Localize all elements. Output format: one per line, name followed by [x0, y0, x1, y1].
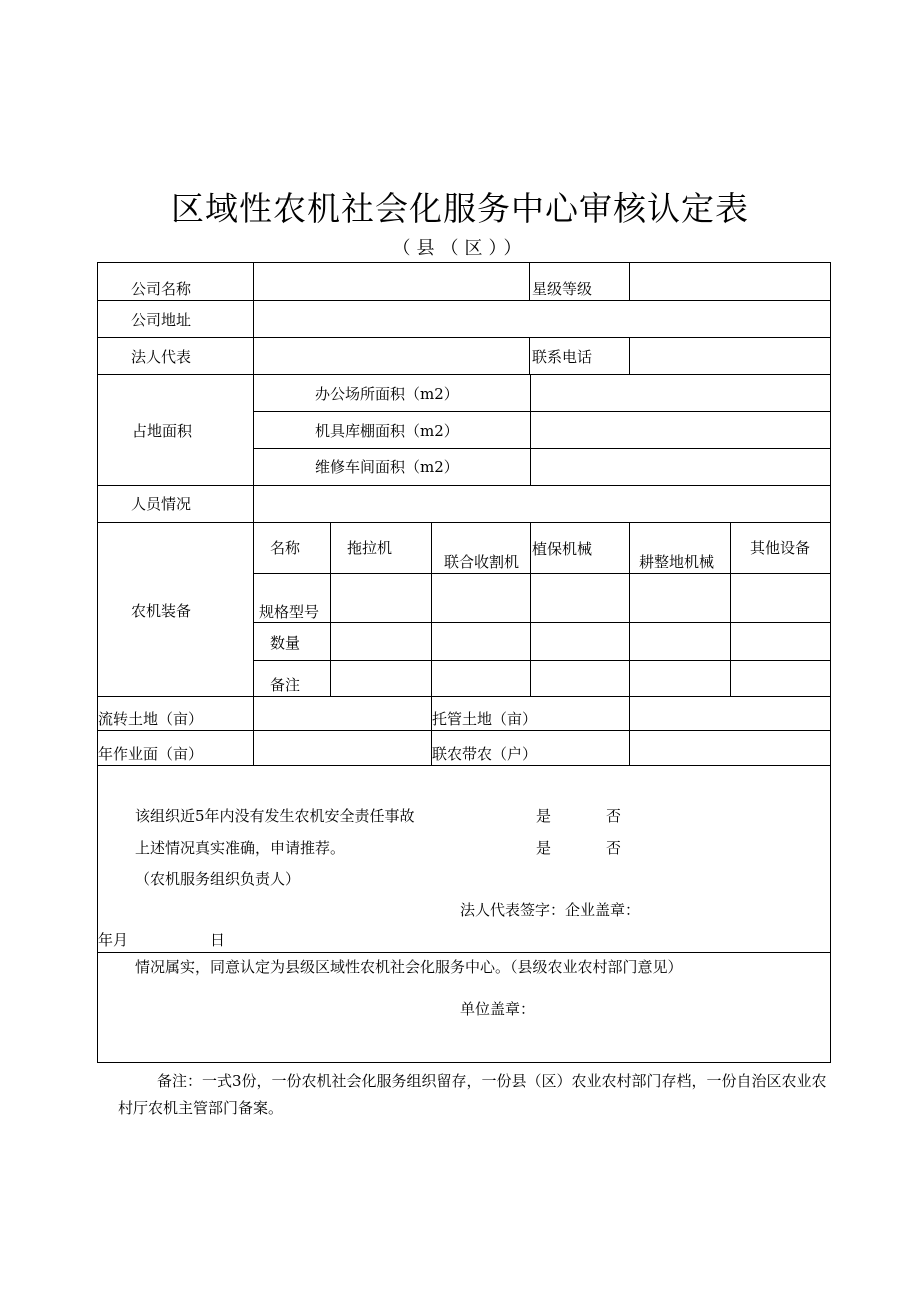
label-quantity: 数量: [270, 634, 301, 652]
table-rule: [830, 262, 831, 1063]
equip-header-other: 其他设备: [750, 539, 811, 557]
declaration-yes-2: 是: [536, 839, 552, 857]
label-workshop-area: 维修车间面积（m2）: [315, 458, 459, 476]
label-star-level: 星级等级: [532, 280, 593, 298]
declaration-no-2: 否: [606, 839, 622, 857]
label-spec-model: 规格型号: [259, 603, 320, 621]
table-rule: [530, 374, 531, 485]
table-rule: [629, 522, 630, 765]
table-rule: [97, 374, 831, 375]
label-personnel: 人员情况: [131, 495, 192, 513]
table-rule: [629, 262, 630, 300]
table-rule: [330, 522, 331, 696]
declaration-truthful: 上述情况真实准确，申请推荐。: [135, 839, 346, 857]
footnote: 备注：一式3份，一份农机社会化服务组织留存，一份县（区）农业农村部门存档，一份自治区农业农村厅农机主管部门备案。: [118, 1072, 827, 1117]
approval-seal: 单位盖章：: [460, 1000, 536, 1018]
table-rule: [530, 522, 531, 696]
table-rule: [253, 411, 831, 412]
table-rule: [97, 337, 831, 338]
table-rule: [97, 765, 831, 766]
label-office-area: 办公场所面积（m2）: [315, 385, 459, 403]
label-transfer-land: 流转土地（亩）: [98, 710, 204, 728]
table-rule: [97, 952, 831, 953]
table-rule: [629, 337, 630, 374]
table-rule: [97, 522, 831, 523]
page-subtitle: （县（区））: [392, 238, 528, 259]
label-remarks: 备注: [270, 676, 301, 694]
label-company-name: 公司名称: [131, 280, 192, 298]
table-rule: [730, 522, 731, 696]
equip-header-tractor: 拖拉机: [347, 539, 393, 557]
label-machinery: 农机装备: [131, 602, 192, 620]
approval-text: 情况属实，同意认定为县级区域性农机社会化服务中心。（县级农业农村部门意见）: [135, 958, 683, 976]
table-rule: [529, 262, 530, 300]
table-rule: [253, 622, 831, 623]
table-rule: [97, 730, 831, 731]
table-rule: [529, 337, 530, 374]
declaration-date-d: 日: [210, 931, 226, 949]
label-annual-work-area: 年作业面（亩）: [98, 745, 204, 763]
equip-header-harvester: 联合收割机: [444, 553, 520, 571]
label-land-area: 占地面积: [132, 422, 193, 440]
equip-header-name: 名称: [270, 539, 301, 557]
equip-header-tillage: 耕整地机械: [639, 553, 715, 571]
declaration-date-ym: 年月: [98, 931, 129, 949]
table-rule: [97, 262, 831, 263]
label-legal-rep: 法人代表: [131, 348, 192, 366]
table-rule: [253, 448, 831, 449]
table-rule: [253, 262, 254, 765]
label-contact-phone: 联系电话: [532, 348, 593, 366]
table-rule: [253, 573, 831, 574]
table-rule: [97, 485, 831, 486]
table-rule: [97, 696, 831, 697]
label-garage-area: 机具库棚面积（m2）: [315, 422, 459, 440]
table-rule: [431, 522, 432, 765]
declaration-yes: 是: [536, 807, 552, 825]
declaration-signature: 法人代表签字：企业盖章：: [460, 901, 641, 919]
label-trusteeship-land: 托管土地（亩）: [432, 710, 538, 728]
label-company-address: 公司地址: [131, 311, 192, 329]
label-farmers-led: 联农带农（户）: [432, 745, 538, 763]
declaration-no: 否: [606, 807, 622, 825]
equip-header-plant-protection: 植保机械: [532, 540, 593, 558]
table-rule: [97, 1062, 831, 1063]
declaration-no-accident: 该组织近5年内没有发生农机安全责任事故: [135, 807, 415, 825]
page-title: 区域性农机社会化服务中心审核认定表: [171, 189, 749, 228]
declaration-responsible: （农机服务组织负责人）: [135, 870, 301, 888]
table-rule: [253, 660, 831, 661]
table-rule: [97, 300, 831, 301]
